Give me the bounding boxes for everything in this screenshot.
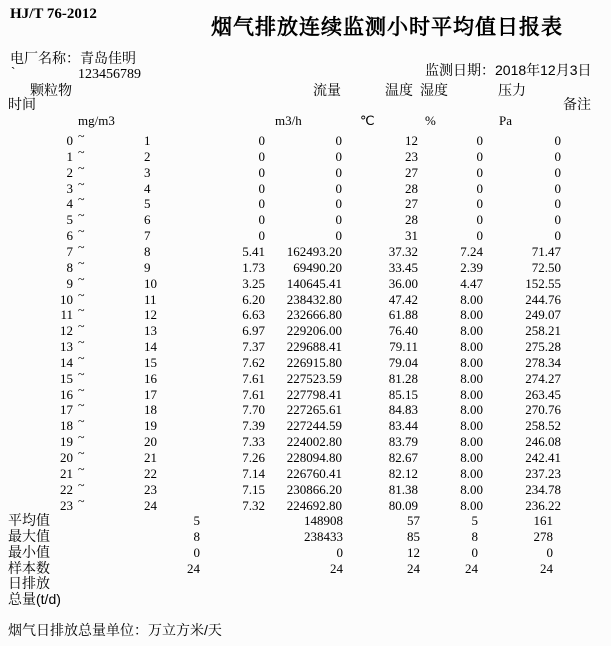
page-title: 烟气排放连续监测小时平均值日报表 xyxy=(211,16,563,39)
cell-temp: 36.00 xyxy=(388,275,418,291)
cell-pm: 7.32 xyxy=(242,497,265,513)
cell-pressure: 0 xyxy=(554,228,561,244)
cell-flow: 0 xyxy=(335,196,342,212)
cell-hour-end: 16 xyxy=(144,370,157,386)
cell-temp: 28 xyxy=(405,180,418,196)
table-row xyxy=(0,176,611,197)
cell-hour-start: 14 xyxy=(60,354,73,370)
cell-humidity: 8.00 xyxy=(460,450,483,465)
table-row xyxy=(0,255,611,276)
plant-name: 电厂名称：青岛佳明 xyxy=(10,50,136,66)
cell-pm: 7.61 xyxy=(242,370,265,386)
table-row xyxy=(0,160,611,181)
cell-pressure: 278.34 xyxy=(525,354,561,370)
summary-label: 最大值 xyxy=(8,527,50,544)
cell-humidity: 8.00 xyxy=(460,370,483,386)
cell-hour-end: 13 xyxy=(144,323,157,339)
cell-hour-end: 15 xyxy=(144,354,157,370)
cell-pm: 3.25 xyxy=(242,275,265,291)
cell-humidity: 8.00 xyxy=(460,418,483,434)
cell-pm: 6.63 xyxy=(242,307,265,323)
tilde-separator: ~ xyxy=(78,430,85,445)
cell-pm: 7.61 xyxy=(242,386,265,402)
cell-hour-end: 14 xyxy=(144,339,157,355)
cell-humidity: 7.24 xyxy=(460,243,483,259)
summary-cell-temp: 85 xyxy=(407,528,420,544)
cell-hour-start: 6 xyxy=(66,228,73,244)
table-row xyxy=(0,144,611,165)
cell-pressure: 244.76 xyxy=(525,291,561,307)
cell-humidity: 0 xyxy=(476,133,483,148)
cell-pm: 7.15 xyxy=(242,481,265,497)
cell-pressure: 274.27 xyxy=(525,370,561,386)
table-row xyxy=(0,303,611,323)
summary-label: 日排放 xyxy=(8,575,50,592)
summary-cell-pm: 5 xyxy=(193,513,200,528)
summary-label: 样本数 xyxy=(8,559,50,576)
cell-humidity: 4.47 xyxy=(460,275,483,291)
cell-temp: 83.44 xyxy=(388,418,418,434)
tilde-separator: ~ xyxy=(78,461,85,476)
cell-flow: 0 xyxy=(335,148,342,164)
table-row xyxy=(0,382,611,403)
tilde-separator: ~ xyxy=(78,477,85,492)
cell-temp: 85.15 xyxy=(388,386,418,402)
summary-cell-temp: 24 xyxy=(407,560,420,576)
summary-cell-pm: 0 xyxy=(193,544,200,560)
cell-pressure: 0 xyxy=(554,164,561,180)
cell-flow: 229688.41 xyxy=(286,339,342,355)
tilde-separator: ~ xyxy=(78,239,85,254)
cell-pm: 0 xyxy=(258,148,265,164)
summary-row xyxy=(0,513,611,529)
cell-temp: 79.11 xyxy=(389,339,418,355)
cell-pressure: 236.22 xyxy=(525,497,561,513)
cell-pm: 0 xyxy=(258,212,265,228)
cell-pm: 7.37 xyxy=(242,339,265,355)
unit-pressure: Pa xyxy=(499,113,512,128)
col-header-flow: 流量 xyxy=(313,82,341,98)
cell-hour-start: 2 xyxy=(66,164,73,180)
cell-hour-end: 21 xyxy=(144,450,157,465)
cell-pm: 0 xyxy=(258,196,265,212)
cell-pressure: 0 xyxy=(554,212,561,228)
tilde-separator: ~ xyxy=(78,414,85,429)
cell-flow: 0 xyxy=(335,180,342,196)
cell-temp: 84.83 xyxy=(388,402,418,418)
cell-pressure: 72.50 xyxy=(531,259,561,275)
cell-pm: 7.70 xyxy=(242,402,265,418)
cell-hour-end: 24 xyxy=(144,497,157,513)
cell-humidity: 8.00 xyxy=(460,481,483,497)
cell-hour-end: 17 xyxy=(144,386,157,402)
cell-hour-start: 20 xyxy=(60,450,73,465)
col-header-remark: 备注 xyxy=(563,96,591,112)
cell-temp: 37.32 xyxy=(388,243,418,259)
tilde-separator: ~ xyxy=(78,366,85,381)
cell-flow: 0 xyxy=(335,228,342,244)
cell-hour-end: 20 xyxy=(144,434,157,450)
cell-hour-start: 13 xyxy=(60,339,73,355)
cell-pressure: 246.08 xyxy=(525,434,561,450)
cell-pm: 7.39 xyxy=(242,418,265,434)
cell-humidity: 0 xyxy=(476,180,483,196)
cell-flow: 227798.41 xyxy=(286,386,342,402)
col-header-temp: 温度 xyxy=(385,82,413,98)
cell-temp: 27 xyxy=(405,196,418,212)
cell-hour-start: 18 xyxy=(60,418,73,434)
cell-flow: 238432.80 xyxy=(286,291,342,307)
unit-pm: mg/m3 xyxy=(78,113,115,128)
tilde-separator: ~ xyxy=(78,319,85,334)
cell-flow: 226760.41 xyxy=(286,465,342,481)
table-row xyxy=(0,319,611,339)
tilde-separator: ~ xyxy=(78,192,85,207)
cell-hour-end: 4 xyxy=(144,180,151,196)
table-row xyxy=(0,350,611,371)
cell-hour-start: 0 xyxy=(66,133,73,148)
cell-hour-end: 6 xyxy=(144,212,151,228)
standard-code: HJ/T 76-2012 xyxy=(10,6,97,22)
cell-hour-start: 22 xyxy=(60,481,73,497)
cell-hour-start: 4 xyxy=(66,196,73,212)
cell-flow: 224692.80 xyxy=(286,497,342,513)
cell-pressure: 258.21 xyxy=(525,323,561,339)
tilde-separator: ~ xyxy=(78,398,85,413)
table-row xyxy=(0,335,611,355)
plant-tick-mark: ` xyxy=(11,64,16,79)
summary-row xyxy=(0,592,611,608)
unit-humidity: % xyxy=(425,113,436,128)
tilde-separator: ~ xyxy=(78,303,85,318)
summary-row xyxy=(0,529,611,545)
cell-pm: 7.33 xyxy=(242,434,265,450)
cell-temp: 33.45 xyxy=(388,259,418,275)
cell-temp: 27 xyxy=(405,164,418,180)
cell-humidity: 8.00 xyxy=(460,323,483,339)
cell-pressure: 263.45 xyxy=(525,386,561,402)
cell-humidity: 8.00 xyxy=(460,386,483,402)
cell-hour-end: 3 xyxy=(144,164,151,180)
summary-row xyxy=(0,545,611,561)
summary-cell-pressure: 278 xyxy=(533,528,553,544)
cell-hour-end: 22 xyxy=(144,465,157,481)
cell-humidity: 2.39 xyxy=(460,259,483,275)
table-row xyxy=(0,461,611,482)
cell-pressure: 242.41 xyxy=(525,450,561,465)
summary-cell-temp: 12 xyxy=(407,544,420,560)
cell-humidity: 8.00 xyxy=(460,354,483,370)
tilde-separator: ~ xyxy=(78,350,85,365)
tilde-separator: ~ xyxy=(78,160,85,175)
cell-temp: 47.42 xyxy=(388,291,418,307)
cell-humidity: 8.00 xyxy=(460,307,483,323)
footer-note: 烟气日排放总量单位：万立方米/天 xyxy=(8,622,222,638)
cell-pressure: 275.28 xyxy=(525,339,561,355)
cell-flow: 140645.41 xyxy=(286,275,342,291)
cell-hour-end: 9 xyxy=(144,259,151,275)
cell-temp: 28 xyxy=(405,212,418,228)
cell-pressure: 71.47 xyxy=(531,243,561,259)
summary-cell-humidity: 0 xyxy=(471,544,478,560)
tilde-separator: ~ xyxy=(78,144,85,159)
cell-pressure: 152.55 xyxy=(525,275,561,291)
cell-hour-start: 11 xyxy=(60,307,73,323)
cell-flow: 227265.61 xyxy=(286,402,342,418)
cell-humidity: 0 xyxy=(476,148,483,164)
summary-row xyxy=(0,576,611,592)
cell-hour-start: 9 xyxy=(66,275,73,291)
cell-pm: 7.26 xyxy=(242,450,265,465)
cell-humidity: 0 xyxy=(476,164,483,180)
cell-hour-end: 8 xyxy=(144,243,151,259)
table-row xyxy=(0,430,611,450)
col-header-pm: 颗粒物 xyxy=(30,82,72,98)
cell-hour-start: 1 xyxy=(66,148,73,164)
cell-pm: 6.20 xyxy=(242,291,265,307)
cell-hour-end: 12 xyxy=(144,307,157,323)
cell-flow: 228094.80 xyxy=(286,450,342,465)
cell-humidity: 8.00 xyxy=(460,291,483,307)
cell-hour-end: 23 xyxy=(144,481,157,497)
table-row xyxy=(0,208,611,228)
table-row xyxy=(0,287,611,308)
table-row xyxy=(0,477,611,498)
cell-humidity: 0 xyxy=(476,228,483,244)
summary-cell-humidity: 24 xyxy=(465,560,478,576)
cell-pm: 0 xyxy=(258,228,265,244)
cell-hour-end: 19 xyxy=(144,418,157,434)
cell-temp: 82.12 xyxy=(388,465,418,481)
summary-cell-pressure: 161 xyxy=(533,513,553,528)
table-row xyxy=(0,239,611,260)
plant-code: 123456789 xyxy=(78,67,141,82)
tilde-separator: ~ xyxy=(78,208,85,223)
table-row xyxy=(0,446,611,466)
col-header-time: 时间 xyxy=(8,96,36,112)
summary-label: 最小值 xyxy=(8,543,50,560)
cell-pm: 0 xyxy=(258,180,265,196)
cell-hour-start: 19 xyxy=(60,434,73,450)
cell-temp: 81.38 xyxy=(388,481,418,497)
cell-hour-end: 7 xyxy=(144,228,151,244)
cell-hour-start: 3 xyxy=(66,180,73,196)
cell-pressure: 234.78 xyxy=(525,481,561,497)
col-header-pressure: 压力 xyxy=(498,82,526,98)
cell-flow: 232666.80 xyxy=(286,307,342,323)
table-row xyxy=(0,398,611,418)
cell-humidity: 0 xyxy=(476,196,483,212)
cell-hour-end: 18 xyxy=(144,402,157,418)
cell-flow: 0 xyxy=(335,164,342,180)
table-row xyxy=(0,493,611,514)
cell-temp: 12 xyxy=(405,133,418,148)
cell-pm: 7.62 xyxy=(242,354,265,370)
summary-cell-flow: 238433 xyxy=(304,528,343,544)
tilde-separator: ~ xyxy=(78,446,85,460)
summary-cell-pressure: 0 xyxy=(546,544,553,560)
cell-pm: 6.97 xyxy=(242,323,265,339)
unit-flow: m3/h xyxy=(275,113,302,128)
cell-flow: 226915.80 xyxy=(286,354,342,370)
cell-hour-end: 11 xyxy=(144,291,157,307)
cell-hour-start: 17 xyxy=(60,402,73,418)
cell-flow: 230866.20 xyxy=(286,481,342,497)
summary-cell-pm: 24 xyxy=(187,560,200,576)
table-row xyxy=(0,414,611,434)
summary-cell-flow: 148908 xyxy=(304,513,343,528)
summary-cell-pressure: 24 xyxy=(540,560,553,576)
summary-label: 平均值 xyxy=(8,512,50,528)
tilde-separator: ~ xyxy=(78,335,85,350)
cell-pm: 5.41 xyxy=(242,243,265,259)
cell-hour-end: 1 xyxy=(144,133,151,148)
summary-cell-flow: 0 xyxy=(336,544,343,560)
cell-flow: 227523.59 xyxy=(286,370,342,386)
cell-humidity: 0 xyxy=(476,212,483,228)
cell-pressure: 0 xyxy=(554,180,561,196)
summary-cell-humidity: 8 xyxy=(471,528,478,544)
cell-flow: 162493.20 xyxy=(286,243,342,259)
table-row xyxy=(0,192,611,212)
tilde-separator: ~ xyxy=(78,271,85,286)
summary-cell-flow: 24 xyxy=(330,560,343,576)
cell-hour-start: 10 xyxy=(60,291,73,307)
cell-temp: 81.28 xyxy=(388,370,418,386)
tilde-separator: ~ xyxy=(78,129,85,143)
tilde-separator: ~ xyxy=(78,255,85,270)
cell-temp: 79.04 xyxy=(388,354,418,370)
table-row xyxy=(0,129,611,149)
cell-flow: 69490.20 xyxy=(293,259,342,275)
cell-hour-start: 8 xyxy=(66,259,73,275)
cell-hour-start: 15 xyxy=(60,370,73,386)
summary-cell-temp: 57 xyxy=(407,513,420,528)
summary-label: 总量(t/d) xyxy=(8,591,61,608)
tilde-separator: ~ xyxy=(78,287,85,302)
unit-temp: ℃ xyxy=(360,113,375,128)
cell-pressure: 249.07 xyxy=(525,307,561,323)
cell-pm: 1.73 xyxy=(242,259,265,275)
cell-temp: 23 xyxy=(405,148,418,164)
cell-hour-start: 7 xyxy=(66,243,73,259)
cell-pm: 0 xyxy=(258,133,265,148)
cell-pressure: 270.76 xyxy=(525,402,561,418)
cell-temp: 80.09 xyxy=(388,497,418,513)
cell-humidity: 8.00 xyxy=(460,339,483,355)
summary-row xyxy=(0,561,611,577)
cell-flow: 227244.59 xyxy=(286,418,342,434)
cell-temp: 31 xyxy=(405,228,418,244)
cell-pressure: 0 xyxy=(554,196,561,212)
cell-flow: 0 xyxy=(335,212,342,228)
table-row xyxy=(0,271,611,292)
table-row xyxy=(0,224,611,244)
summary-cell-humidity: 5 xyxy=(471,513,478,528)
cell-humidity: 8.00 xyxy=(460,465,483,481)
cell-hour-start: 12 xyxy=(60,323,73,339)
cell-humidity: 8.00 xyxy=(460,402,483,418)
cell-hour-end: 10 xyxy=(144,275,157,291)
cell-flow: 224002.80 xyxy=(286,434,342,450)
cell-humidity: 8.00 xyxy=(460,434,483,450)
col-header-humidity: 湿度 xyxy=(420,82,448,98)
cell-flow: 0 xyxy=(335,133,342,148)
cell-pm: 0 xyxy=(258,164,265,180)
tilde-separator: ~ xyxy=(78,224,85,239)
cell-hour-start: 21 xyxy=(60,465,73,481)
monitor-date: 监测日期：2018年12月3日 xyxy=(425,62,592,78)
cell-hour-start: 16 xyxy=(60,386,73,402)
cell-temp: 61.88 xyxy=(388,307,418,323)
cell-humidity: 8.00 xyxy=(460,497,483,513)
cell-hour-start: 5 xyxy=(66,212,73,228)
tilde-separator: ~ xyxy=(78,382,85,397)
cell-hour-end: 5 xyxy=(144,196,151,212)
cell-pm: 7.14 xyxy=(242,465,265,481)
summary-cell-pm: 8 xyxy=(193,528,200,544)
tilde-separator: ~ xyxy=(78,176,85,191)
cell-pressure: 237.23 xyxy=(525,465,561,481)
table-row xyxy=(0,366,611,387)
cell-hour-end: 2 xyxy=(144,148,151,164)
cell-pressure: 258.52 xyxy=(525,418,561,434)
cell-flow: 229206.00 xyxy=(286,323,342,339)
cell-pressure: 0 xyxy=(554,148,561,164)
cell-hour-start: 23 xyxy=(60,497,73,513)
cell-temp: 82.67 xyxy=(388,450,418,465)
cell-pressure: 0 xyxy=(554,133,561,148)
tilde-separator: ~ xyxy=(78,493,85,508)
cell-temp: 76.40 xyxy=(388,323,418,339)
cell-temp: 83.79 xyxy=(388,434,418,450)
